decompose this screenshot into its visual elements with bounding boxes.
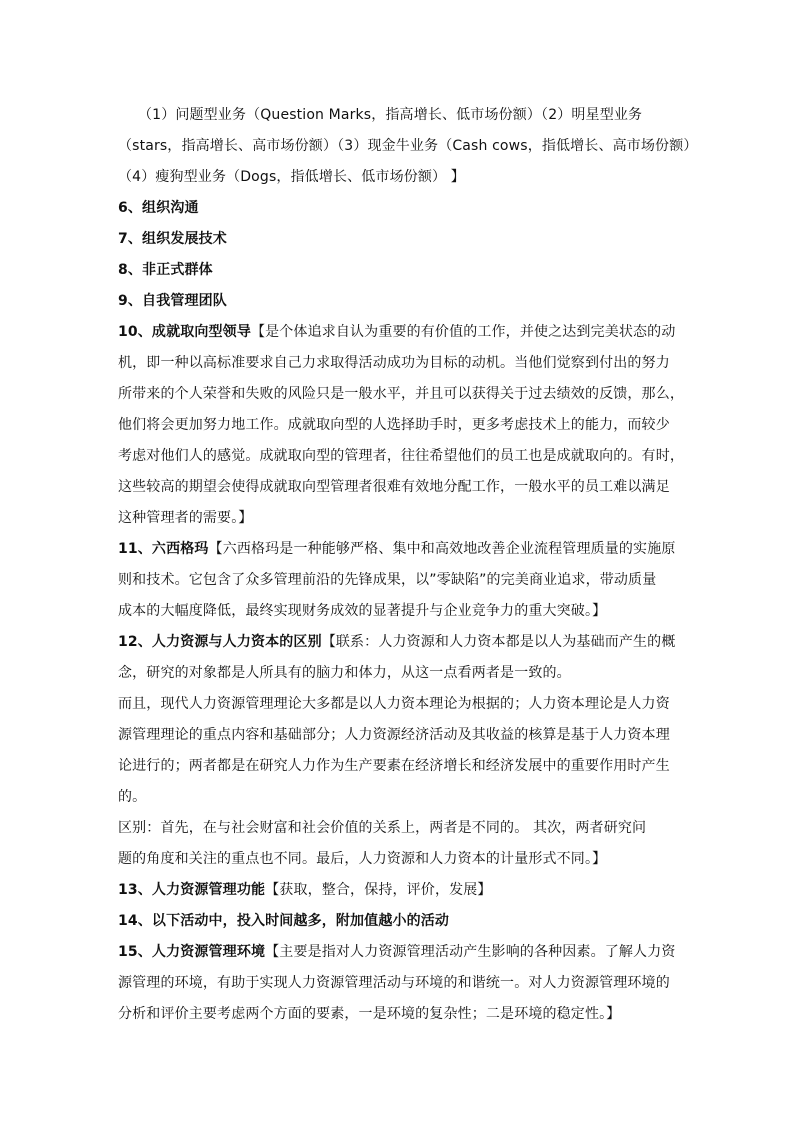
- text-line: [118, 751, 678, 782]
- text-line: [118, 999, 678, 1030]
- body-text: 他们将会更加努力地工作。成就取向型的人选择助手时，更多考虑技术上的能力，而较少: [118, 417, 670, 433]
- body-text: 源管理理论的重点内容和基础部分；人力资源经济活动及其收益的核算是基于人力资本理: [118, 727, 670, 743]
- heading-term: 6、组织沟通: [118, 200, 199, 216]
- heading-term: 9、自我管理团队: [118, 293, 227, 309]
- text-line: [118, 472, 678, 503]
- text-line: [118, 968, 678, 999]
- body-text: 【六西格玛是一种能够严格、集中和高效地改善企业流程管理质量的实施原: [208, 541, 676, 557]
- text-line: [118, 596, 678, 627]
- text-line: [118, 844, 678, 875]
- text-line: [118, 534, 678, 565]
- body-text: 【是个体追求自认为重要的有价值的工作，并使之达到完美状态的动: [250, 324, 676, 340]
- document-page: [118, 100, 698, 1030]
- text-line: [118, 782, 678, 813]
- body-text: 分析和评价主要考虑两个方面的要素，一是环境的复杂性；二是环境的稳定性。】: [118, 1006, 621, 1022]
- text-line: [118, 627, 678, 658]
- text-line: [118, 193, 678, 224]
- body-text: 则和技术。它包含了众多管理前沿的先锋成果，以”零缺陷”的完美商业追求，带动质量: [118, 572, 657, 588]
- body-text: 【主要是指对人力资源管理活动产生影响的各种因素。了解人力资: [265, 944, 676, 960]
- text-line: [118, 813, 678, 844]
- body-text: 源管理的环境，有助于实现人力资源管理活动与环境的和谐统一。对人力资源管理环境的: [118, 975, 670, 991]
- text-line: [118, 317, 678, 348]
- text-line: [118, 875, 678, 906]
- text-line: [118, 379, 684, 410]
- text-line: [118, 100, 678, 131]
- heading-term: 12、人力资源与人力资本的区别: [118, 634, 322, 650]
- heading-term: 14、以下活动中，投入时间越多，附加值越小的活动: [118, 913, 450, 929]
- heading-term: 15、人力资源管理环境: [118, 944, 266, 960]
- body-text: 的。: [118, 789, 147, 805]
- heading-term: 7、组织发展技术: [118, 231, 227, 247]
- body-text: 区别：首先，在与社会财富和社会价值的关系上，两者是不同的。 其次，两者研究问: [118, 820, 647, 836]
- body-text: 这些较高的期望会使得成就取向型管理者很难有效地分配工作，一般水平的员工难以满足: [118, 479, 670, 495]
- body-text: 【获取，整合，保持，评价，发展】: [265, 882, 492, 898]
- body-text: 考虑对他们人的感觉。成就取向型的管理者，往往希望他们的员工也是成就取向的。有时，: [118, 448, 684, 464]
- text-line: [118, 503, 678, 534]
- heading-term: 13、人力资源管理功能: [118, 882, 266, 898]
- text-line: [118, 255, 678, 286]
- body-text: （4）瘦狗型业务（Dogs，指低增长、低市场份额） 】: [118, 169, 465, 185]
- body-text: （stars，指高增长、高市场份额）（3）现金牛业务（Cash cows，指低增长、高市场份额）: [118, 138, 698, 154]
- body-text: 而且，现代人力资源管理理论大多都是以人力资本理论为根据的；人力资本理论是人力资: [118, 696, 670, 712]
- body-text: 这种管理者的需要。】: [118, 510, 253, 526]
- body-text: 所带来的个人荣誉和失败的风险只是一般水平，并且可以获得关于过去绩效的反馈，那么，: [118, 386, 684, 402]
- body-text: 成本的大幅度降低，最终实现财务成效的显著提升与企业竞争力的重大突破。】: [118, 603, 607, 619]
- text-line: [118, 162, 678, 193]
- body-text: 念，研究的对象都是人所具有的脑力和体力，从这一点看两者是一致的。: [118, 665, 571, 681]
- text-line: [118, 286, 678, 317]
- text-line: [118, 689, 678, 720]
- body-text: 【联系：人力资源和人力资本都是以人为基础而产生的概: [321, 634, 676, 650]
- text-line: [118, 565, 678, 596]
- heading-term: 8、非正式群体: [118, 262, 213, 278]
- heading-term: 10、成就取向型领导: [118, 324, 251, 340]
- text-line: [118, 906, 678, 937]
- text-line: [118, 131, 698, 162]
- body-text: （1）问题型业务（Question Marks，指高增长、低市场份额）（2）明星型业务: [138, 107, 643, 123]
- body-text: 论进行的；两者都是在研究人力作为生产要素在经济增长和经济发展中的重要作用时产生: [118, 758, 670, 774]
- heading-term: 11、六西格玛: [118, 541, 209, 557]
- text-line: [118, 720, 678, 751]
- text-line: [118, 441, 684, 472]
- text-line: [118, 658, 678, 689]
- body-text: 题的角度和关注的重点也不同。最后，人力资源和人力资本的计量形式不同。】: [118, 851, 607, 867]
- text-line: [118, 410, 678, 441]
- text-line: [118, 937, 678, 968]
- body-text: 机，即一种以高标准要求自己力求取得活动成功为目标的动机。当他们觉察到付出的努力: [118, 355, 670, 371]
- text-line: [118, 224, 678, 255]
- text-line: [118, 348, 678, 379]
